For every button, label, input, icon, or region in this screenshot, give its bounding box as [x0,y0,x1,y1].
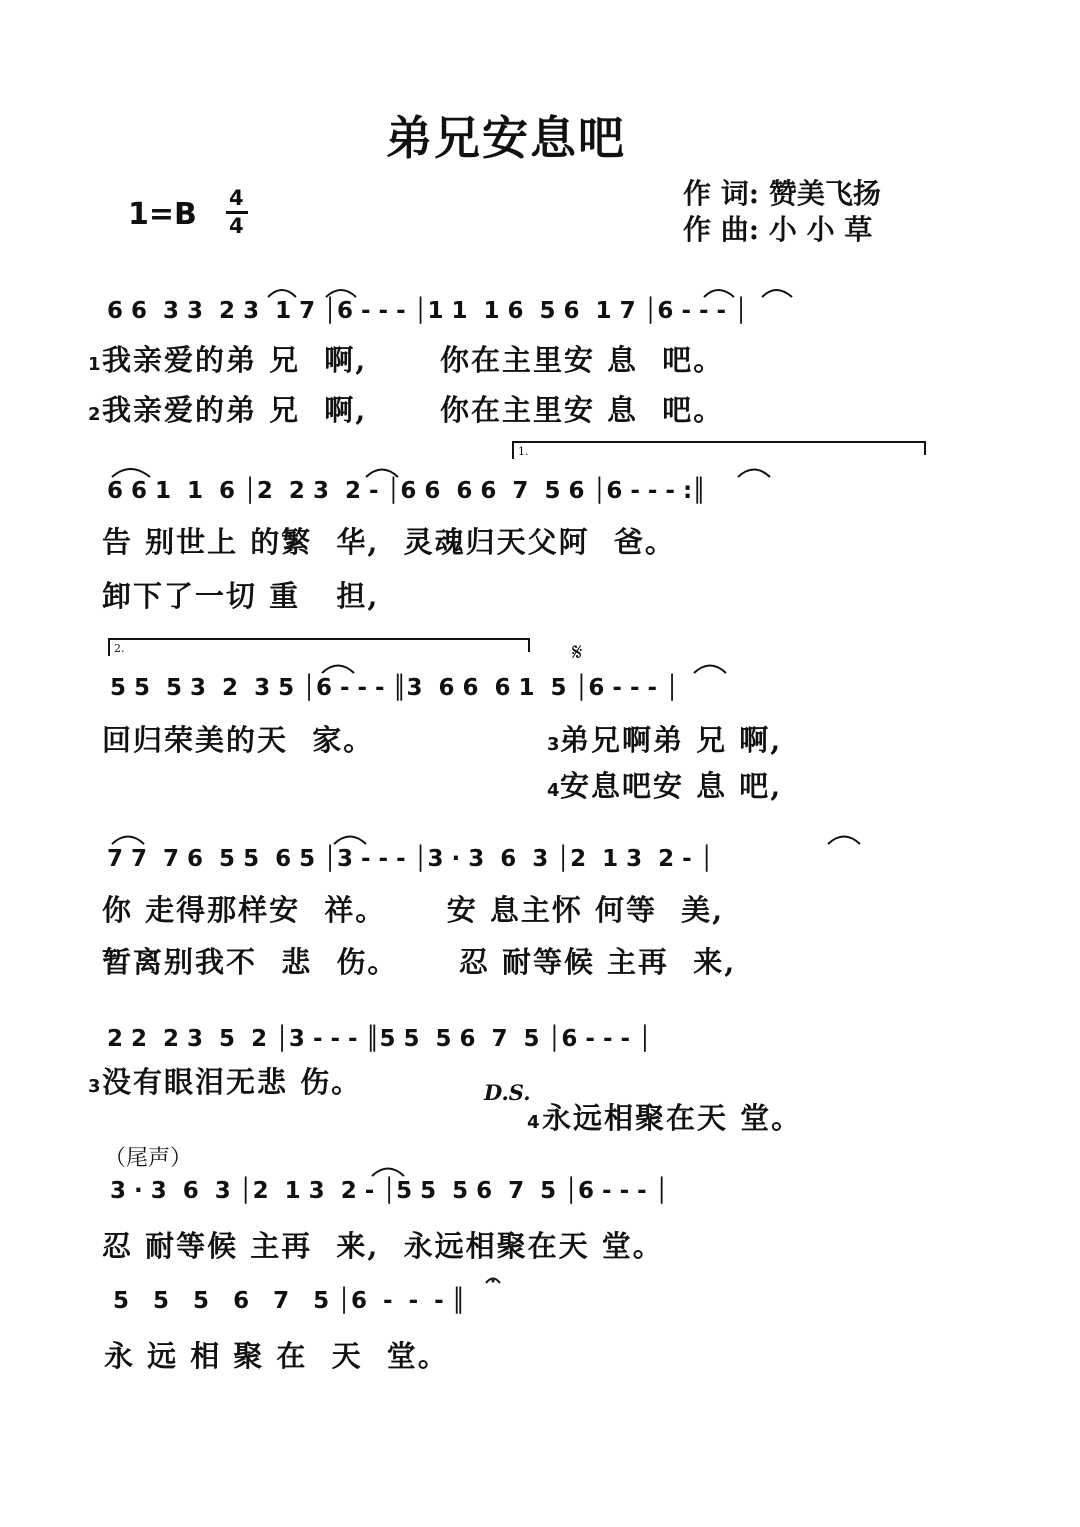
verse-number-4: 4 [547,780,560,801]
verse-number-1: 1 [88,354,101,375]
first-ending-right-tick [924,441,926,455]
slur [112,469,150,477]
lyrics-line-3-verse-4: 安息吧安 息 吧, [560,769,783,803]
notes-line-7: 5 5 5 6 7 5 │6 - - - ║ [113,1288,466,1314]
lyrics-line-2-verse-1: 告 别世上 的繁 华, 灵魂归天父阿 爸。 [102,525,676,559]
song-title: 弟兄安息吧 [386,111,626,165]
verse-number-3-repeat: 3 [88,1076,101,1097]
slur [828,837,860,845]
lyricist-credit: 作 词: 赞美飞扬 [683,177,881,210]
slur [268,290,296,297]
slur [762,290,792,297]
second-ending-left-tick [108,638,110,656]
lyrics-line-2-verse-2: 卸下了一切 重 担, [102,579,380,613]
key-signature: 1=B [128,197,197,232]
notes-line-1: 6 6 3 3 2 3 1 7 │6 - - - │1 1 1 6 5 6 1 7 │6 - - - │ [107,298,748,324]
second-ending-right-tick [528,638,530,652]
time-signature-top: 4 [229,186,244,210]
slur [322,666,354,674]
lyrics-line-5-verse-4: 永远相聚在天 堂。 [542,1101,803,1135]
first-ending-label: 1. [518,445,529,458]
coda-label: （尾声） [104,1146,193,1171]
segno-sign: 𝄋 [572,638,583,666]
lyrics-line-4-verse-3: 你 走得那样安 祥。 安 息主怀 何等 美, [102,893,725,927]
lyrics-line-7: 永 远 相 聚 在 天 堂。 [104,1339,449,1373]
lyrics-line-5-verse-3: 没有眼泪无悲 伤。 [102,1065,363,1099]
first-ending-left-tick [512,441,514,459]
lyrics-line-6: 忍 耐等候 主再 来, 永远相聚在天 堂。 [102,1229,664,1263]
notes-line-3: 5 5 5 3 2 3 5 │6 - - - ║3 6 6 6 1 5 │6 - - - │ [110,675,679,701]
slur [366,470,398,478]
slur [372,1169,404,1177]
second-ending-bracket [108,638,530,640]
second-ending-label: 2. [114,642,125,655]
time-signature-bottom: 4 [229,214,244,238]
composer-credit: 作 曲: 小 小 草 [683,213,873,246]
slur [704,290,734,297]
slur [112,837,144,845]
notes-line-4: 7 7 7 6 5 5 6 5 │3 - - - │3 · 3 6 3 │2 1 3 2 - │ [107,846,714,872]
notes-line-6: 3 · 3 6 3 │2 1 3 2 - │5 5 5 6 7 5 │6 - - - │ [110,1178,669,1204]
verse-number-3: 3 [547,734,560,755]
notes-line-2: 6 6 1 1 6 │2 2 3 2 - │6 6 6 6 7 5 6 │6 - - - :║ [107,478,707,504]
lyrics-line-3-verse-1: 回归荣美的天 家。 [102,723,375,757]
lyrics-line-4-verse-4: 暂离别我不 悲 伤。 忍 耐等候 主再 来, [102,945,737,979]
dal-segno-mark: D.S. [484,1080,531,1105]
first-ending-bracket [512,441,926,443]
lyrics-line-1-verse-1: 我亲爱的弟 兄 啊, 你在主里安 息 吧。 [102,343,725,377]
lyrics-line-1-verse-2: 我亲爱的弟 兄 啊, 你在主里安 息 吧。 [102,393,725,427]
slur [694,666,726,674]
verse-number-4-repeat: 4 [527,1112,540,1133]
lyrics-line-3-verse-3: 弟兄啊弟 兄 啊, [560,723,783,757]
slur [738,470,770,478]
fermata [486,1279,500,1284]
verse-number-2: 2 [88,404,101,425]
notes-line-5: 2 2 2 3 5 2 │3 - - - ║5 5 5 6 7 5 │6 - - - │ [107,1026,652,1052]
slur [334,837,366,845]
slur [326,290,356,297]
